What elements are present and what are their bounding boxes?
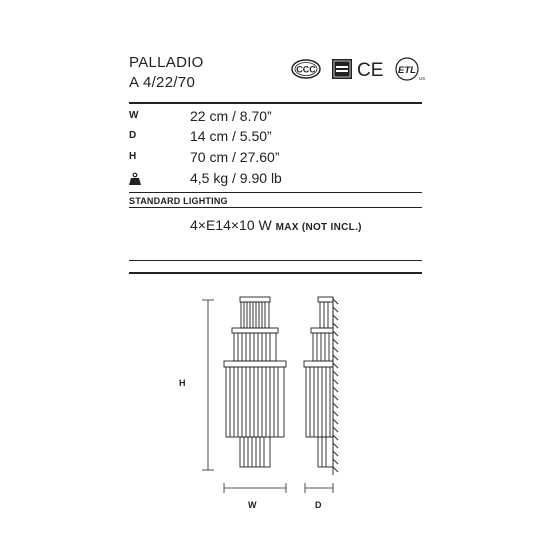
divider bbox=[129, 207, 422, 208]
lighting-spec bbox=[190, 217, 362, 233]
height-label: H bbox=[179, 378, 186, 388]
spec-weight bbox=[129, 170, 422, 190]
svg-text:ETL: ETL bbox=[398, 65, 416, 76]
spec-key: H bbox=[129, 151, 137, 162]
product-code: A 4/22/70 bbox=[129, 74, 196, 91]
iecee-icon bbox=[332, 59, 352, 79]
divider bbox=[129, 260, 422, 261]
spec-depth bbox=[129, 128, 422, 148]
width-label: W bbox=[248, 500, 257, 510]
spec-key: D bbox=[129, 130, 137, 141]
depth-label: D bbox=[315, 500, 322, 510]
etl-icon bbox=[396, 58, 425, 81]
product-title bbox=[129, 53, 204, 93]
ccc-icon bbox=[292, 60, 320, 78]
front-view bbox=[224, 297, 286, 467]
width-dimension bbox=[224, 483, 286, 493]
divider bbox=[129, 192, 422, 193]
weight-icon bbox=[129, 172, 141, 186]
spec-width bbox=[129, 108, 422, 128]
bulb-note: MAX (NOT INCL.) bbox=[275, 222, 362, 233]
spec-key: W bbox=[129, 110, 139, 121]
svg-text:CE: CE bbox=[357, 60, 384, 81]
svg-text:US: US bbox=[419, 76, 426, 81]
divider bbox=[129, 102, 422, 104]
spec-height bbox=[129, 149, 422, 169]
spec-value: 22 cm / 8.70” bbox=[190, 108, 272, 124]
spec-value: 14 cm / 5.50” bbox=[190, 128, 272, 144]
bulb-spec: 4×E14×10 W bbox=[190, 217, 272, 233]
spec-value: 70 cm / 27.60” bbox=[190, 149, 280, 165]
certification-marks bbox=[290, 53, 426, 83]
divider bbox=[129, 272, 422, 274]
svg-text:CCC: CCC bbox=[296, 64, 316, 75]
technical-drawing bbox=[150, 285, 390, 525]
depth-dimension bbox=[305, 483, 333, 493]
ce-icon bbox=[357, 60, 383, 81]
side-view bbox=[304, 297, 338, 475]
spec-value: 4,5 kg / 9.90 lb bbox=[190, 170, 282, 186]
height-dimension bbox=[202, 300, 214, 470]
product-name: PALLADIO bbox=[129, 54, 204, 71]
section-label-lighting: STANDARD LIGHTING bbox=[129, 196, 228, 206]
